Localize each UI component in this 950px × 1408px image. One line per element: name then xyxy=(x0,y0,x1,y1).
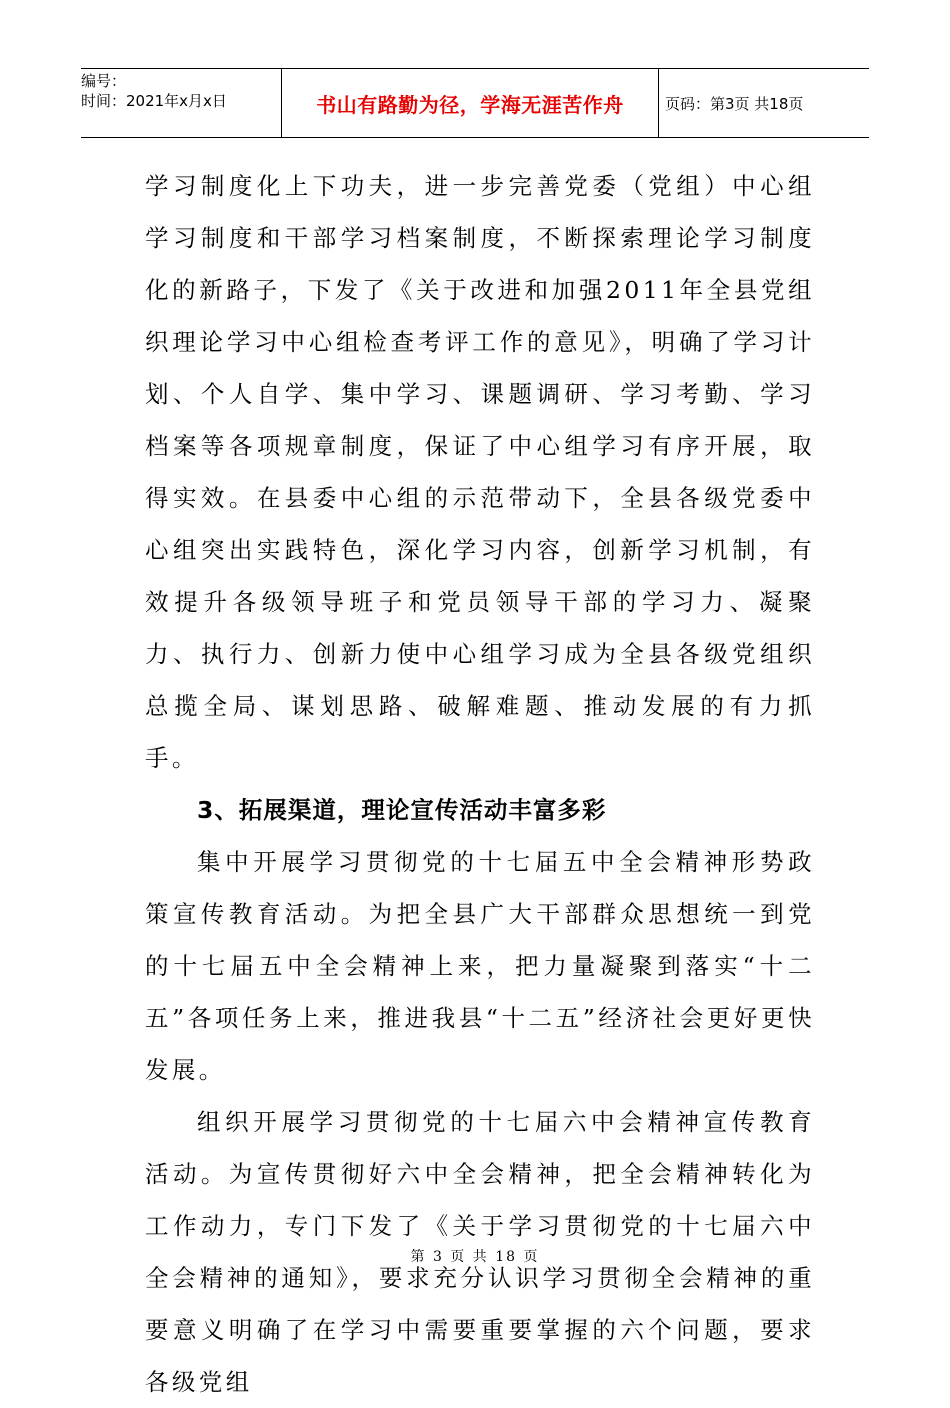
body-paragraph: 组织开展学习贯彻党的十七届六中会精神宣传教育活动。为宣传贯彻好六中全会精神，把全会精神转化为工作动力，专门下发了《关于学习贯彻党的十七届六中全会精神的通知》，要求充分认识学习贯彻全会精神的重要意义明确了在学习中需要重要掌握的六个问题，要求各级党组 xyxy=(145,1108,815,1396)
body-paragraph: 学习制度化上下功夫，进一步完善党委（党组）中心组学习制度和干部学习档案制度，不断探索理论学习制度化的新路子，下发了《关于改进和加强2011年全县党组织理论学习中心组检查考评工作的意见》，明确了学习计划、个人自学、集中学习、课题调研、学习考勤、学习档案等各项规章制度，保证了中心组学习有序开展，取得实效。在县委中心组的示范带动下，全县各级党委中心组突出实践特色，深化学习内容，创新学习机制，有效提升各级领导班子和党员领导干部的学习力、凝聚力、执行力、创新力使中心组学习成为全县各级党组织总揽全局、谋划思路、破解难题、推动发展的有力抓手。 xyxy=(145,172,815,772)
page-header xyxy=(81,68,869,138)
header-meta xyxy=(81,69,282,137)
time-label: 时间：2021年x月x日 xyxy=(81,92,227,110)
page-footer: 第 3 页 共 18 页 xyxy=(410,1249,540,1265)
serial-label: 编号： xyxy=(81,72,127,90)
body-paragraph: 集中开展学习贯彻党的十七届五中全会精神形势政策宣传教育活动。为把全县广大干部群众思想统一到党的十七届五中全会精神上来，把力量凝聚到落实“十二五”各项任务上来，推进我县“十二五”经济社会更好更快发展。 xyxy=(145,848,815,1084)
header-page-info: 页码：第3页 共18页 xyxy=(665,94,804,113)
section-heading: 3、拓展渠道，理论宣传活动丰富多彩 xyxy=(197,796,607,824)
document-body xyxy=(145,160,815,1408)
header-motto: 书山有路勤为径，学海无涯苦作舟 xyxy=(282,69,659,137)
